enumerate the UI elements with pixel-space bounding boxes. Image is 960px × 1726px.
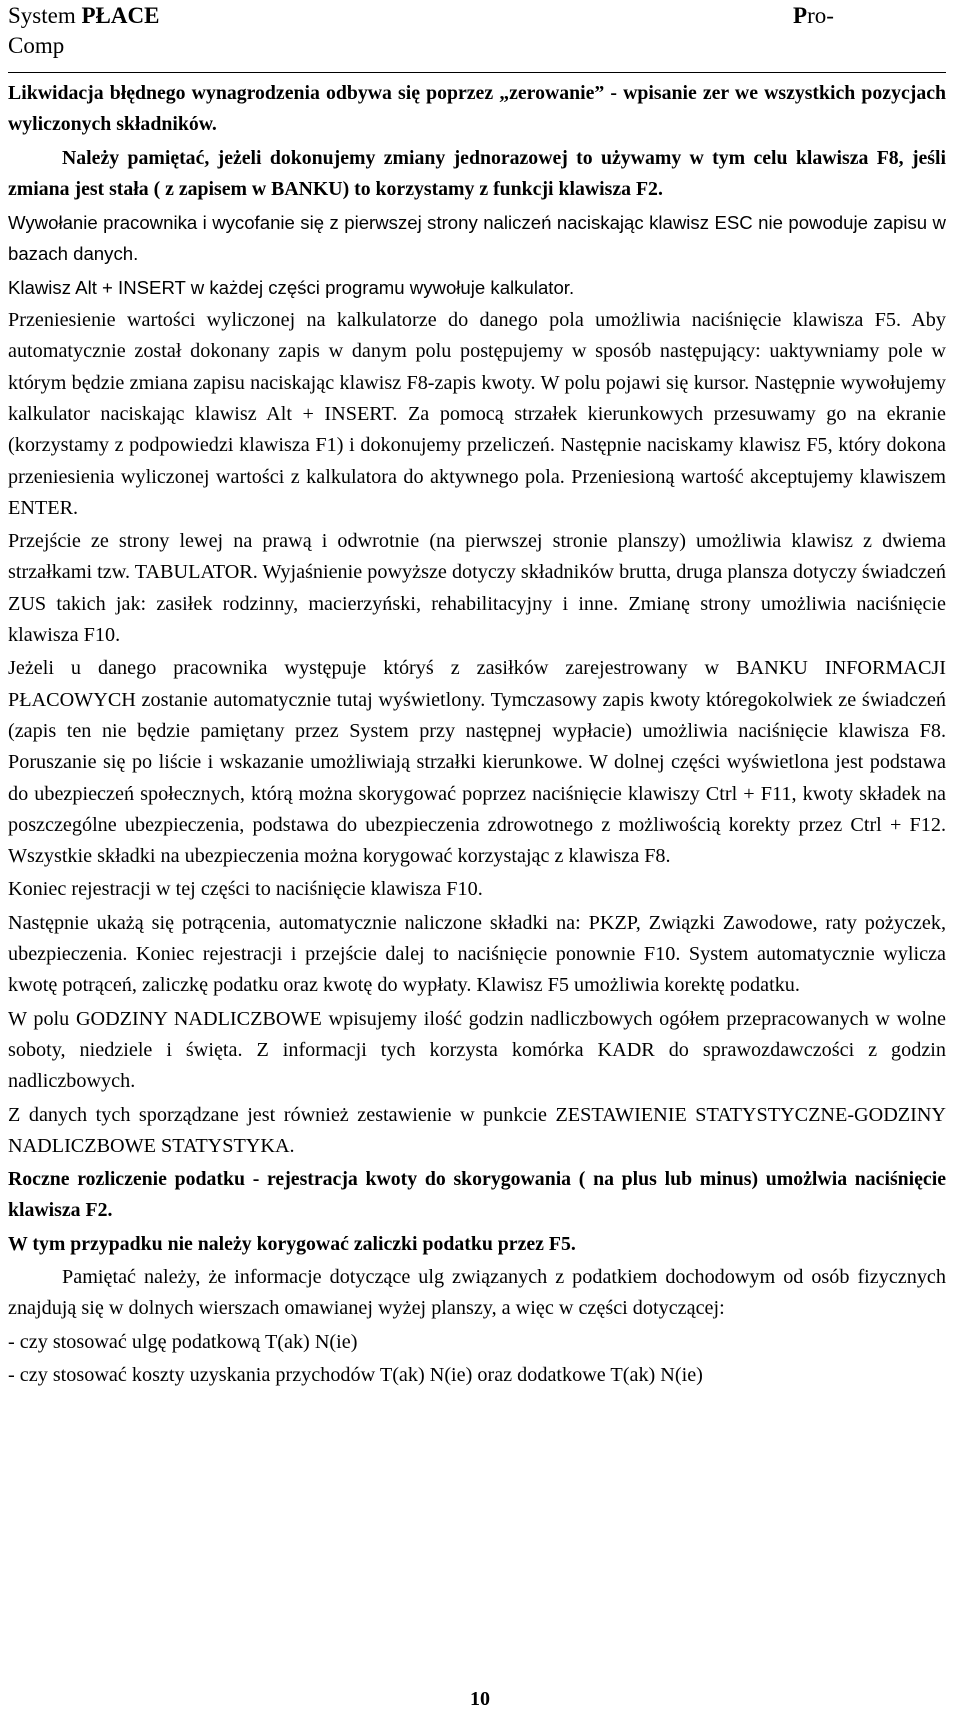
paragraph-potracenia: Następnie ukażą się potrącenia, automatycznie naliczone składki na: PKZP, Związki Zawodowe, raty pożyczek, ubezpieczenia. Koniec rejestracji i przejście dalej to naciśnięcie ponownie F10. System automatycznie wylicza kwotę potrąceń, zaliczkę podatku oraz kwotę do wypłaty. Klawisz F5 umożliwia korektę podatku. — [8, 911, 946, 997]
paragraph-ulgi: Pamiętać należy, że informacje dotyczące ulg związanych z podatkiem dochodowym od osób fizycznych znajdują się w dolnych wierszach omawianej wyżej planszy, a więc w części dotyczącej: — [8, 1265, 946, 1320]
paragraph-kalkulator: Klawisz Alt + INSERT w każdej części programu wywołuje kalkulator. — [8, 276, 575, 298]
paragraph-przeniesienie: Przeniesienie wartości wyliczonej na kalkulatorze do danego pola umożliwia naciśnięcie klawisza F5. Aby automatycznie został dokonany zapis w danym polu postępujemy w sposób następujący: uaktywniamy pole w którym będzie zmiana zapisu naciskając klawisz F8-zapis kwoty. W polu pojawi się kursor. Następnie wywołujemy kalkulator naciskając klawisz Alt + INSERT. Za pomocą strzałek kierunkowych przesuwamy go na ekranie (korzystamy z podpowiedzi klawisza F1) i dokonujemy przeliczeń. Następnie naciskamy klawisz F5, który dokona przeniesienia wyliczonej wartości z kalkulatora do aktywnego pola. Przeniesioną wartość akceptujemy klawiszem ENTER. — [8, 309, 946, 519]
paragraph-zestawienie: Z danych tych sporządzane jest również zestawienie w punkcie ZESTAWIENIE STATYSTYCZNE-GODZINY NADLICZBOWE STATYSTYKA. — [8, 1103, 946, 1157]
list-item-koszty: - czy stosować koszty uzyskania przychodów T(ak) N(ie) oraz dodatkowe T(ak) N(ie) — [8, 1363, 703, 1386]
header-continuation: Comp — [8, 33, 65, 58]
paragraph-likwidacja: Likwidacja błędnego wynagrodzenia odbywa się poprzez „zerowanie” - wpisanie zer we wszystkich pozycjach wyliczonych składników. — [8, 82, 946, 136]
paragraph-koniec-rejestracji: Koniec rejestracji w tej części to naciśnięcie klawisza F10. — [8, 878, 483, 901]
header-title — [8, 0, 159, 32]
header-system-word: System — [8, 3, 76, 28]
page-header — [8, 0, 946, 74]
paragraph-przejscie: Przejście ze strony lewej na prawą i odwrotnie (na pierwszej stronie planszy) umożliwia klawisz z dwiema strzałkami tzw. TABULATOR. Wyjaśnienie powyższe dotyczy składników brutta, druga plansza dotyczy świadczeń ZUS takich jak: zasiłek rodzinny, macierzyński, rehabilitacyjny i inne. Zmianę strony umożliwia naciśnięcie klawisza F10. — [8, 530, 946, 647]
header-right-rest: ro- — [807, 3, 834, 28]
body-text — [8, 78, 946, 1393]
header-right-initial: P — [793, 3, 808, 28]
paragraph-wywolanie: Wywołanie pracownika i wycofanie się z pierwszej strony naliczeń naciskając klawisz ESC nie powoduje zapisu w bazach danych. — [8, 212, 946, 265]
header-right — [793, 0, 834, 32]
paragraph-godziny-nadliczbowe: W polu GODZINY NADLICZBOWE wpisujemy ilość godzin nadliczbowych ogółem przepracowanych w wolne soboty, niedziele i święta. Z informacji tych korzysta komórka KADR do sprawozdawczości z godzin nadliczbowych. — [8, 1007, 946, 1093]
paragraph-nalezy-pamietac: Należy pamiętać, jeżeli dokonujemy zmiany jednorazowej to używamy w tym celu klawisza F8, jeśli zmiana jest stała ( z zapisem w BANKU) to korzystamy z funkcji klawisza F2. — [8, 146, 946, 200]
paragraph-nie-korygowac: W tym przypadku nie należy korygować zaliczki podatku przez F5. — [8, 1232, 576, 1255]
list-item-ulga: - czy stosować ulgę podatkową T(ak) N(ie) — [8, 1330, 358, 1353]
paragraph-zasilki: Jeżeli u danego pracownika występuje któryś z zasiłków zarejestrowany w BANKU INFORMACJI PŁACOWYCH zostanie automatycznie tutaj wyświetlony. Tymczasowy zapis kwoty któregokolwiek ze świadczeń (zapis ten nie będzie pamiętany przez System przy następnej wypłacie) umożliwia naciśnięcie klawisza F8. Poruszanie się po liście i wskazanie umożliwiają strzałki kierunkowe. W dolnej części wyświetlona jest podstawa do ubezpieczeń społecznych, którą można skorygować poprzez naciśnięcie klawiszy Ctrl + F11, kwoty składek na poszczególne ubezpieczenia, podstawa do ubezpieczenia zdrowotnego z możliwością korekty przez Ctrl + F12. Wszystkie składki na ubezpieczenia można korygować korzystając z klawisza F8. — [8, 657, 946, 868]
header-rule — [8, 72, 946, 73]
page-number: 10 — [470, 1688, 490, 1710]
header-brand: PŁACE — [81, 3, 160, 28]
paragraph-roczne-rozliczenie: Roczne rozliczenie podatku - rejestracja kwoty do skorygowania ( na plus lub minus) umożlwia naciśnięcie klawisza F2. — [8, 1168, 946, 1222]
